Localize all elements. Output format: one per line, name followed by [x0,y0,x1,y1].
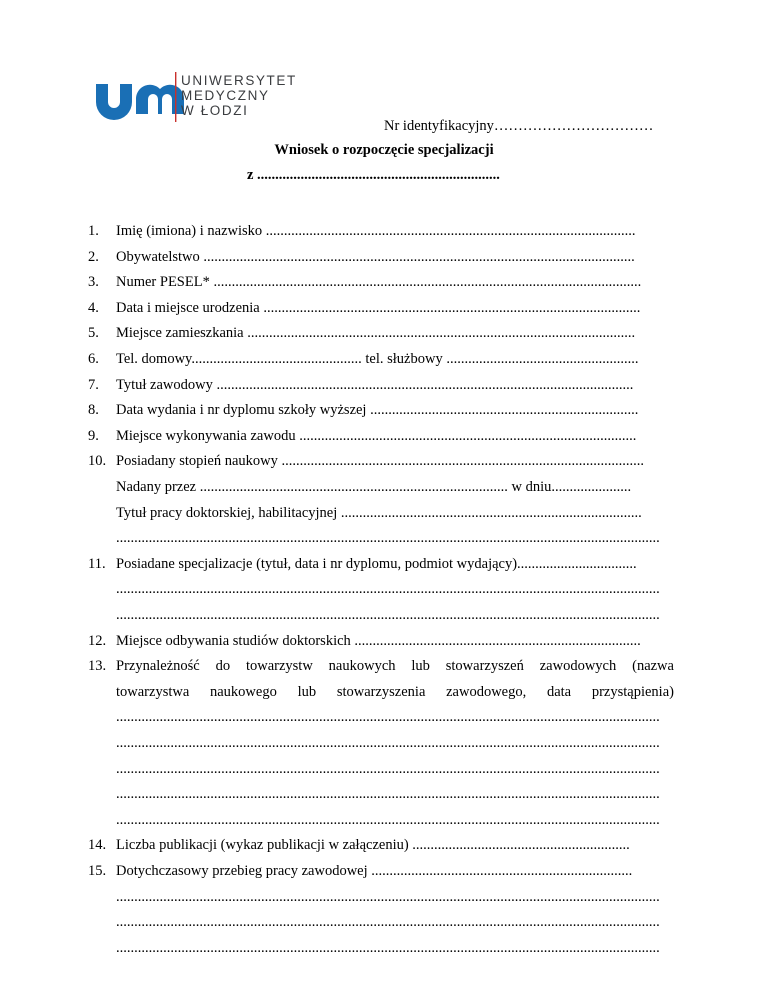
item-text: Posiadane specjalizacje (tytuł, data i nr dyplomu, podmiot wydający)................................. [116,555,637,572]
item-text: ...................................................................................................................................................... [116,914,660,931]
item-text: ...................................................................................................................................................... [116,888,660,905]
form-field-7[interactable] [88,375,674,395]
item-number: 10. [88,453,107,470]
logo-wordmark [181,73,297,118]
form-field-1[interactable] [88,221,674,241]
form-field-5[interactable] [88,323,674,343]
form-field-8[interactable] [88,400,674,420]
item-text: ...................................................................................................................................................... [116,786,660,803]
item-text: ...................................................................................................................................................... [116,581,660,598]
form-continuation-line[interactable] [88,784,674,804]
form-continuation-line[interactable] [88,682,674,702]
item-number: 2. [88,248,99,265]
form-continuation-line[interactable] [88,579,674,599]
logo-line-3: W ŁODZI [181,103,249,118]
form-continuation-line[interactable] [88,503,674,523]
form-continuation-line[interactable] [88,733,674,753]
item-number: 1. [88,223,99,239]
item-text: Przynależność do towarzystw naukowych lub stowarzyszeń zawodowych (nazwa [116,658,674,675]
item-number: 14. [88,837,107,854]
item-text: Imię (imiona) i nazwisko ...................................................................................................... [116,223,636,239]
item-number: 8. [88,402,99,419]
document-title: Wniosek o rozpoczęcie specjalizacji [274,142,494,158]
item-number: 9. [88,427,99,444]
item-text: Posiadany stopień naukowy .................................................................................................... [116,453,645,470]
item-text: Liczba publikacji (wykaz publikacji w załączeniu) ............................................................ [116,837,630,854]
form-field-11[interactable] [88,554,674,574]
item-text: ...................................................................................................................................................... [116,709,660,726]
form-continuation-line[interactable] [88,707,674,727]
item-text: Tytuł zawodowy ................................................................................................................... [116,376,634,393]
item-text: Data wydania i nr dyplomu szkoły wyższej .......................................................................... [116,402,639,419]
form-continuation-line[interactable] [88,759,674,779]
item-text: Tytuł pracy doktorskiej, habilitacyjnej ................................................................................... [116,504,642,521]
item-text: Numer PESEL* ...................................................................................................................... [116,274,642,291]
form-continuation-line[interactable] [88,477,674,497]
item-number: 3. [88,274,99,291]
item-text: Nadany przez ..................................................................................... w dniu...................... [116,479,632,495]
item-number: 5. [88,325,99,342]
logo-line-1: UNIWERSYTET [181,73,297,88]
form-field-2[interactable] [88,247,674,267]
item-text: Tel. domowy............................................... tel. służbowy ..................................................... [116,351,639,367]
logo-line-2: MEDYCZNY [181,88,270,103]
item-number: 6. [88,351,99,367]
form-continuation-line[interactable] [88,912,674,932]
form-continuation-line[interactable] [88,605,674,625]
form-field-15[interactable] [88,861,674,881]
item-number: 15. [88,863,107,879]
um-monogram-icon [96,84,184,120]
item-text: ...................................................................................................................................................... [116,811,660,828]
item-number: 7. [88,376,99,393]
item-text: Miejsce zamieszkania ........................................................................................................... [116,325,636,342]
item-text: towarzystwa naukowego lub stowarzyszenia zawodowego, data przystąpienia) [116,683,674,700]
form-continuation-line[interactable] [88,938,674,958]
form-continuation-line[interactable] [88,810,674,830]
item-text: Miejsce wykonywania zawodu ............................................................................................. [116,427,637,444]
item-number: 12. [88,632,107,649]
form-continuation-line[interactable] [88,887,674,907]
item-text: ...................................................................................................................................................... [116,760,660,777]
item-text: Data i miejsce urodzenia ........................................................................................................ [116,299,641,316]
form-field-10[interactable] [88,451,674,471]
id-number-field[interactable]: Nr identyfikacyjny…………………………… [384,118,654,134]
form-field-14[interactable] [88,835,674,855]
item-text: Miejsce odbywania studiów doktorskich ............................................................................... [116,632,641,649]
item-number: 13. [88,658,107,675]
form-field-12[interactable] [88,631,674,651]
item-text: ...................................................................................................................................................... [116,530,660,547]
item-text: ...................................................................................................................................................... [116,939,660,956]
specialization-field[interactable]: z ................................................................... [247,167,500,183]
item-text: ...................................................................................................................................................... [116,735,660,751]
item-number: 4. [88,299,99,316]
item-text: ...................................................................................................................................................... [116,607,660,623]
item-text: Dotychczasowy przebieg pracy zawodowej ........................................................................ [116,863,633,879]
form-field-13[interactable] [88,656,674,676]
item-text: Obywatelstwo ....................................................................................................................... [116,248,635,265]
form-field-6[interactable] [88,349,674,369]
logo-divider [175,72,176,122]
form-field-9[interactable] [88,426,674,446]
item-number: 11. [88,555,106,572]
form-field-3[interactable] [88,272,674,292]
form-field-4[interactable] [88,298,674,318]
form-continuation-line[interactable] [88,528,674,548]
